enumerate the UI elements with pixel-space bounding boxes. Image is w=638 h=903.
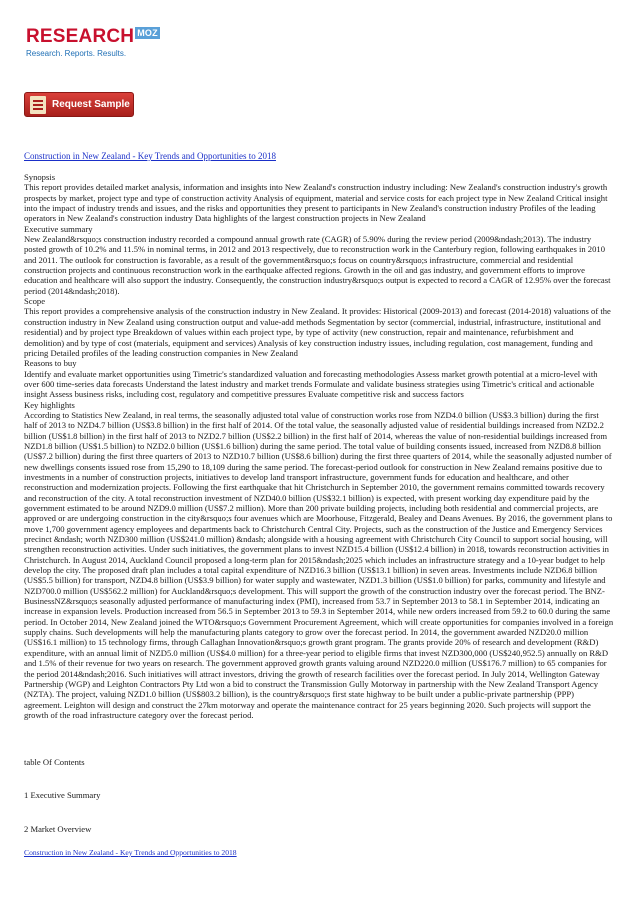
synopsis-heading: Synopsis <box>24 172 56 182</box>
footer-report-link[interactable]: Construction in New Zealand - Key Trends and Opportunities to 2018 <box>24 848 237 857</box>
logo-badge: MOZ <box>137 28 158 38</box>
request-sample-button[interactable] <box>24 92 134 117</box>
scope-heading: Scope <box>24 296 46 307</box>
synopsis-text: This report provides detailed market analysis, information and insights into New Zealand's construction industry including: New Zealand's construction industry's growth prospects by market, project type and type of construction activity Analysis of equipment, material and service costs for each project type in New Zealand Critical insight into the impact of industry trends and issues, and the risks and opportunities they present to participants in New Zealand's construction industry Profiles of the leading operators in New Zealand's construction industry Data highlights of the largest construction projects in New Zealand <box>24 182 608 224</box>
report-title-link[interactable]: Construction in New Zealand - Key Trends and Opportunities to 2018 <box>24 151 276 161</box>
reasons-text: Identify and evaluate market opportunities using Timetric's standardized valuation and forecasting methodologies Assess market growth potential at a micro-level with over 600 time-series data forecasts Understand the latest industry and market trends Formulate and validate business strategies using Timetric's critical and actionable insight Assess business risks, including cost, regulatory and competitive pressures Evaluate competitive risk and success factors <box>24 368 598 400</box>
scope-text: This report provides a comprehensive analysis of the construction industry in New Zealand. It provides: Historical (2009-2013) and forecast (2014-2018) valuations of the construction industry in New Zealand using construction output and value-add methods Segmentation by sector (commercial, industrial, infrastructure, institutional and residential) and by project type Breakdown of values within each project type, by type of activity (new construction, repair and maintenance, refurbishment and demolition) and by type of cost (materials, equipment and services) Analysis of key construction industry issues, including regulation, cost management, funding and pricing Detailed profiles of the leading construction companies in New Zealand <box>24 306 611 358</box>
request-sample-label: Request Sample <box>52 99 130 110</box>
researchmoz-logo <box>26 27 216 67</box>
document-icon <box>30 96 46 114</box>
key-highlights-heading: Key highlights <box>24 399 75 410</box>
toc-item: 2 Market Overview <box>24 824 92 834</box>
logo-tagline: Research. Reports. Results. <box>26 49 127 58</box>
executive-summary-text: New Zealand&rsquo;s construction industry recorded a compound annual growth rate (CAGR) of 5.90% during the review period (2009&ndash;2013). The industry posted growth of 10.2% and 11.5% in nominal terms, in 2012 and 2013 respectively, due to reconstruction work in the Canterbury region, following earthquakes in 2010 and 2011. The outlook for construction is favorable, as a result of the government&rsquo;s focus on country&rsquo;s infrastructure, commercial and residential construction projects and continuous reconstruction work in the earthquake affected regions. Growth in the oil and gas industry, and government efforts to improve education and healthcare will also support the industry. Consequently, the construction industry&rsquo;s output is expected to record a CAGR of 12.95% over the forecast period (2014&ndash;2018). <box>24 234 611 296</box>
report-body <box>24 172 614 720</box>
key-highlights-text: According to Statistics New Zealand, in real terms, the seasonally adjusted total value of construction works rose from NZD4.0 billion (US$3.3 billion) during the first half of 2013 to NZD4.7 billion (US$3.8 billion) in the first half of 2014. Of the total value, the seasonally adjusted value of residential buildings increased from NZD2.2 billion (US$1.8 billion) in the first half of 2013 to NZD2.7 billion (US$2.2 billion) in the first half of 2014, whereas the value of non-residential buildings increased from NZD1.8 billion (US$1.5 billion) to NZD2.0 billion (US$1.6 billion) during the same period. The total value of building consents issued, increased from NZD8.8 billion (US$7.2 billion) during the first three quarters of 2013 to NZD10.7 billion (US$8.6 billion) during the first three quarters of 2014, while the seasonally adjusted number of new dwellings consents issued rose from 15,290 to 18,109 during the same period. The forecast-period outlook for construction in New Zealand remains positive due to investments in a number of construction projects, initiatives to develop land transport infrastructure, government funds for education and healthcare, and other reconstruction and modernization projects. Following the first earthquake that hit Christchurch in September 2010, the government remains committed towards recovery and reconstruction of the city. A total reconstruction investment of NZD40.0 billion (US$32.1 billion) is expected, with present working day expenditure paid by the government estimated to be around NZD9.0 million (US$7.2 million). More than 200 private building projects, including both residential and commercial projects, are approved or are undergoing construction in the city&rsquo;s four avenues which are Moorhouse, Fitzgerald, Bealey and Deans Avenues. By 2016, the government plans to move 1,700 government agency employees and departments back to Christchurch Central City. Projects, such as the construction of the Justice and Emergency Services precinct &ndash; worth NZD300 million (US$241.0 million) &ndash; alongside with a housing agreement with Christchurch City Council to support social housing, will strengthen reconstruction activities. Under such initiatives, the government plans to invest NZD15.4 billion (US$12.4 billion) in 2018, towards reconstruction activities in Christchurch. In August 2014, Auckland Council proposed a long-term plan for 2015&ndash;2025 which includes an infrastructure strategy and a 10-year budget to help develop the city. The proposed draft plan includes a total capital expenditure of NZD16.3 billion (US$13.1 billion) in seven areas. Investments include NZD6.8 billion (US$5.5 billion) for transport, NZD4.8 billion (US$3.9 billion) for water supply and wastewater, NZD1.3 billion (US$1.0 billion) for parks, community and lifestyle and NZD700.0 million (US$562.2 million) for Auckland&rsquo;s development. This will support the growth of the construction industry over the forecast period. The BNZ-BusinessNZ&rsquo;s seasonally adjusted performance of manufacturing index (PMI), increased from 53.7 in September 2013 to 58.1 in September 2014, indicating an increase in expansion levels. Production increased from 56.5 in September 2013 to 59.3 in September 2014, while new orders increased from 59.2 to 60.0 during the same period. In October 2014, New Zealand joined the WTO&rsquo;s Government Procurement Agreement, which will create opportunities for companies involved in a foreign supply chains. Such developments will help the manufacturing plants category to grow over the forecast period. In 2014, the government awarded NZD20.0 million (US$16.1 million) to 15 technology firms, through Callaghan Innovation&rsquo;s growth grant program. The grants provide 20% of research and development (R&D) expenditure, with an annual limit of NZD5.0 million (US$4.0 million) for a three-year period to eligible firms that invest NZD300,000 (US$240,952.5) annually on R&D and 1.5% of their revenue for two years on research. The government approved growth grants valuing around NZD220.0 million (US$176.7 million) to 65 companies for the period 2014&ndash;2016. Such initiatives will attract investors, driving the growth of research facilities over the forecast period. In July 2014, Wellington Gateway Partnership (WGP) and Leighton Contractors Pty Ltd won a bid to construct the Transmission Gully Motorway in partnership with the New Zealand Transport Agency (NZTA). The project, valuing NZD1.0 billion (US$803.2 billion), is the country&rsquo;s first state highway to be built under a public-private partnership (PPP) agreement. Leighton will design and construct the 27km motorway and operate the maintenance contract for 25 years beginning 2020. Such projects will support the growth of the road infrastructure category over the forecast period. <box>24 409 614 720</box>
executive-summary-heading: Executive summary <box>24 223 93 234</box>
reasons-heading: Reasons to buy <box>24 358 77 369</box>
logo-wordmark: RESEARCH <box>26 26 135 47</box>
toc-heading: table Of Contents <box>24 757 85 767</box>
toc-item: 1 Executive Summary <box>24 790 101 800</box>
